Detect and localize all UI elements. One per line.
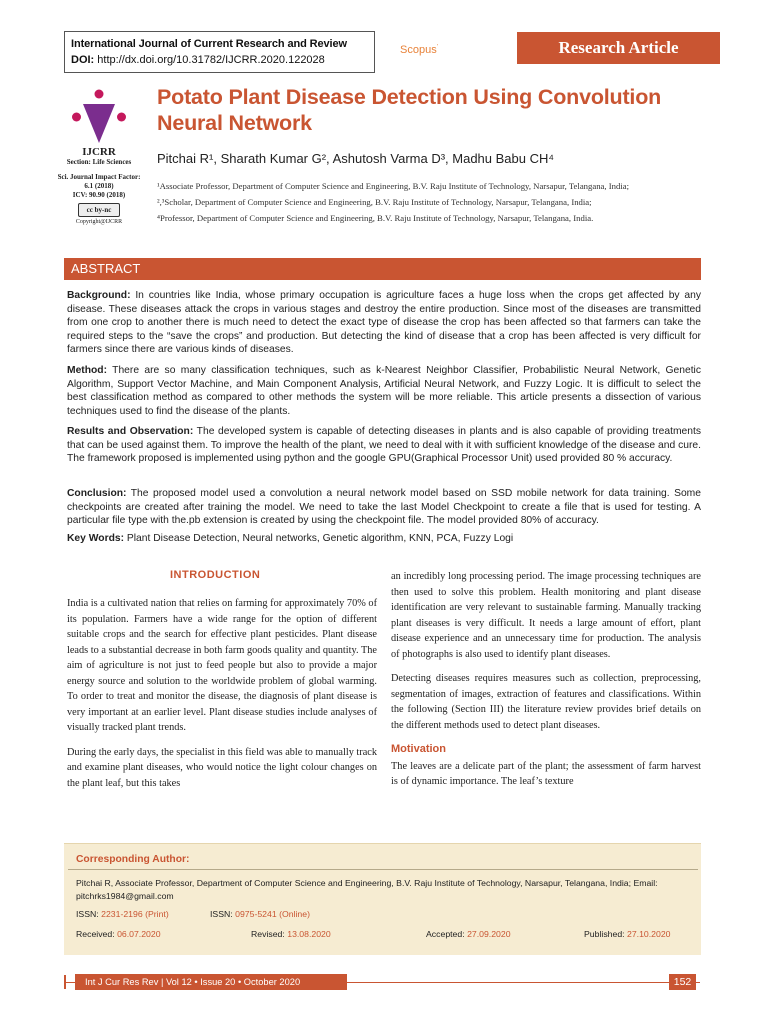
affiliation-3: ⁴Professor, Department of Computer Science and Engineering, B.V. Raju Institute of Technology, Narsapur, Telangana, India. <box>157 213 594 223</box>
icv-value: ICV: 90.90 (2018) <box>72 191 126 199</box>
abstract-method <box>67 364 701 418</box>
footer-tick <box>64 975 66 989</box>
footer-citation: Int J Cur Res Rev | Vol 12 • Issue 20 • October 2020 <box>75 974 347 990</box>
method-text: There are so many classification techniques, such as k-Nearest Neighbor Classifier, Probabilistic Neural Network, Genetic Algorithm, Support Vector Machine, and Main Component Analysis, Artificial Neural Network, and Fuzzy Logic. It is difficult to select the best classification method as compared to other methods the system will be more reliable. This article presents a dissection of various techniques used to find the disease of the plants. <box>67 365 701 417</box>
revised-date <box>251 929 331 939</box>
corresponding-author-text: Pitchai R, Associate Professor, Department of Computer Science and Engineering, B.V. Raju Institute of Technology, Narsapur, Telangana, India; Email: pitchrks1984@gmail.com <box>76 878 658 901</box>
revised-value: 13.08.2020 <box>287 929 331 939</box>
motivation-heading: Motivation <box>391 743 446 755</box>
issn-print-label: ISSN: <box>76 909 99 919</box>
abstract-keywords <box>67 532 701 546</box>
issn-print-value: 2231-2196 (Print) <box>101 909 169 919</box>
results-text: The developed system is capable of detecting diseases in plants and is also capable of providing treatments that can be used against them. To improve the health of the plant, we need to deal with it with sufficient knowledge of the disease and cure. The framework proposed is implemented using python and the google GPU(Graphical Processor Unit) used provided 80 % accuracy. <box>67 426 701 465</box>
author-list: Pitchai R¹, Sharath Kumar G², Ashutosh Varma D³, Madhu Babu CH⁴ <box>157 151 554 166</box>
article-title: Potato Plant Disease Detection Using Convolution Neural Network <box>157 85 662 135</box>
issn-online <box>210 909 310 919</box>
doi-link[interactable]: http://dx.doi.org/10.31782/IJCRR.2020.122028 <box>97 54 325 66</box>
abstract-heading: ABSTRACT <box>64 258 701 280</box>
introduction-heading: INTRODUCTION <box>170 569 261 581</box>
divider <box>68 869 698 870</box>
conclusion-text: The proposed model used a convolution a neural network model based on SSD mobile network for data training. Some checkpoints are created after training the model. We need to take the last Model Checkpoint to create a file that is used for testing. A particular file type with the.pb extension is created by using the checkpoint file. The model provided 80% of accuracy. <box>67 488 701 527</box>
issn-online-label: ISSN: <box>210 909 233 919</box>
scopus-logo <box>400 44 438 56</box>
abstract-background <box>67 289 701 357</box>
doi-label: DOI: <box>71 54 95 66</box>
background-label: Background: <box>67 290 131 301</box>
results-label: Results and Observation: <box>67 426 194 437</box>
affiliation-2: ²,³Scholar, Department of Computer Science and Engineering, B.V. Raju Institute of Technology, Narsapur, Telangana, India; <box>157 197 592 207</box>
intro-paragraph-4: Detecting diseases requires measures such as collection, preprocessing, segmentation of images, extraction of features and classifications. Within the following (Section III) the literature review provides brief details on the different methods used to detect plant diseases. <box>391 673 701 731</box>
scopus-mark: ' <box>436 44 438 51</box>
keywords-label: Key Words: <box>67 533 125 544</box>
copyright: Copyright@IJCRR <box>75 219 123 225</box>
issn-print <box>76 909 169 919</box>
published-date <box>584 929 670 939</box>
abstract-results <box>67 425 701 466</box>
journal-name: International Journal of Current Research and Review <box>71 38 347 50</box>
corresponding-author-heading: Corresponding Author: <box>76 854 190 865</box>
abstract-conclusion <box>67 487 701 528</box>
issn-online-value: 0975-5241 (Online) <box>235 909 310 919</box>
journal-meta <box>56 146 142 225</box>
journal-info-box <box>64 31 375 73</box>
scopus-text: Scopus <box>400 44 437 56</box>
background-text: In countries like India, whose primary occupation is agriculture faces a huge loss when the crops get affected by any disease. These diseases attack the crops in various stages and destroy the entire production. Since most of the diseases are transmitted from one crop to another there is much need to detect the exact type of disease the crop has been affected so that farmers can take the required steps to the “save the crops” and production. But detecting the kind of disease that a crop has been affected is very difficult for farmers since there are various kinds of diseases. <box>67 290 701 356</box>
intro-paragraph-1: India is a cultivated nation that relies on farming for approximately 70% of its population. Farmers have a wide range for the option of different suitable crops and the search for effective plant pesticides. Plant disease leads to a substantial decrease in both farm goods quality and quantity. The aim of agriculture is not just to feed people but also to provide a major energy source and solution to the worldwide problem of global warming. To order to treat and monitor the disease, the diagnosis of plant disease is very important at an earlier level. Plant disease studies include analyses of visually tracked plant trends. <box>67 598 377 733</box>
intro-paragraph-3: an incredibly long processing period. The image processing techniques are then used to solve this problem. Health monitoring and plant disease identification are very relevant to sustainable farming. Manually tracking plant diseases is very difficult. It needs a large amount of effort, plant disease experience and an unnecessary time for production. The analysis of photographs is also used to identify plant diseases. <box>391 571 701 660</box>
cc-license-icon[interactable]: cc by-nc <box>78 203 120 217</box>
keywords-text: Plant Disease Detection, Neural networks, Genetic algorithm, KNN, PCA, Fuzzy Logi <box>124 533 514 544</box>
published-label: Published: <box>584 929 625 939</box>
motivation-paragraph: The leaves are a delicate part of the plant; the assessment of farm harvest is of dynamic importance. The leaf’s texture <box>391 760 701 787</box>
doi-line <box>71 54 366 66</box>
received-value: 06.07.2020 <box>117 929 161 939</box>
article-type-badge: Research Article <box>517 32 720 64</box>
ijcrr-logo-icon <box>72 87 126 145</box>
revised-label: Revised: <box>251 929 285 939</box>
accepted-value: 27.09.2020 <box>467 929 511 939</box>
left-column <box>67 596 377 800</box>
method-label: Method: <box>67 365 108 376</box>
right-column <box>391 569 701 799</box>
published-value: 27.10.2020 <box>627 929 671 939</box>
logo-name: IJCRR <box>82 146 116 158</box>
received-date <box>76 929 161 939</box>
conclusion-label: Conclusion: <box>67 488 127 499</box>
intro-paragraph-2: During the early days, the specialist in this field was able to manually track and examine plant diseases, who would notice the light colour changes on the plant leaf, but this takes <box>67 746 377 789</box>
accepted-label: Accepted: <box>426 929 465 939</box>
page-number: 152 <box>669 974 696 990</box>
accepted-date <box>426 929 511 939</box>
received-label: Received: <box>76 929 115 939</box>
section-label: Section: Life Sciences <box>66 158 132 166</box>
impact-factor: Sci. Journal Impact Factor: 6.1 (2018) <box>57 173 141 190</box>
affiliation-1: ¹Associate Professor, Department of Computer Science and Engineering, B.V. Raju Institute of Technology, Narsapur, Telangana, India; <box>157 181 630 191</box>
